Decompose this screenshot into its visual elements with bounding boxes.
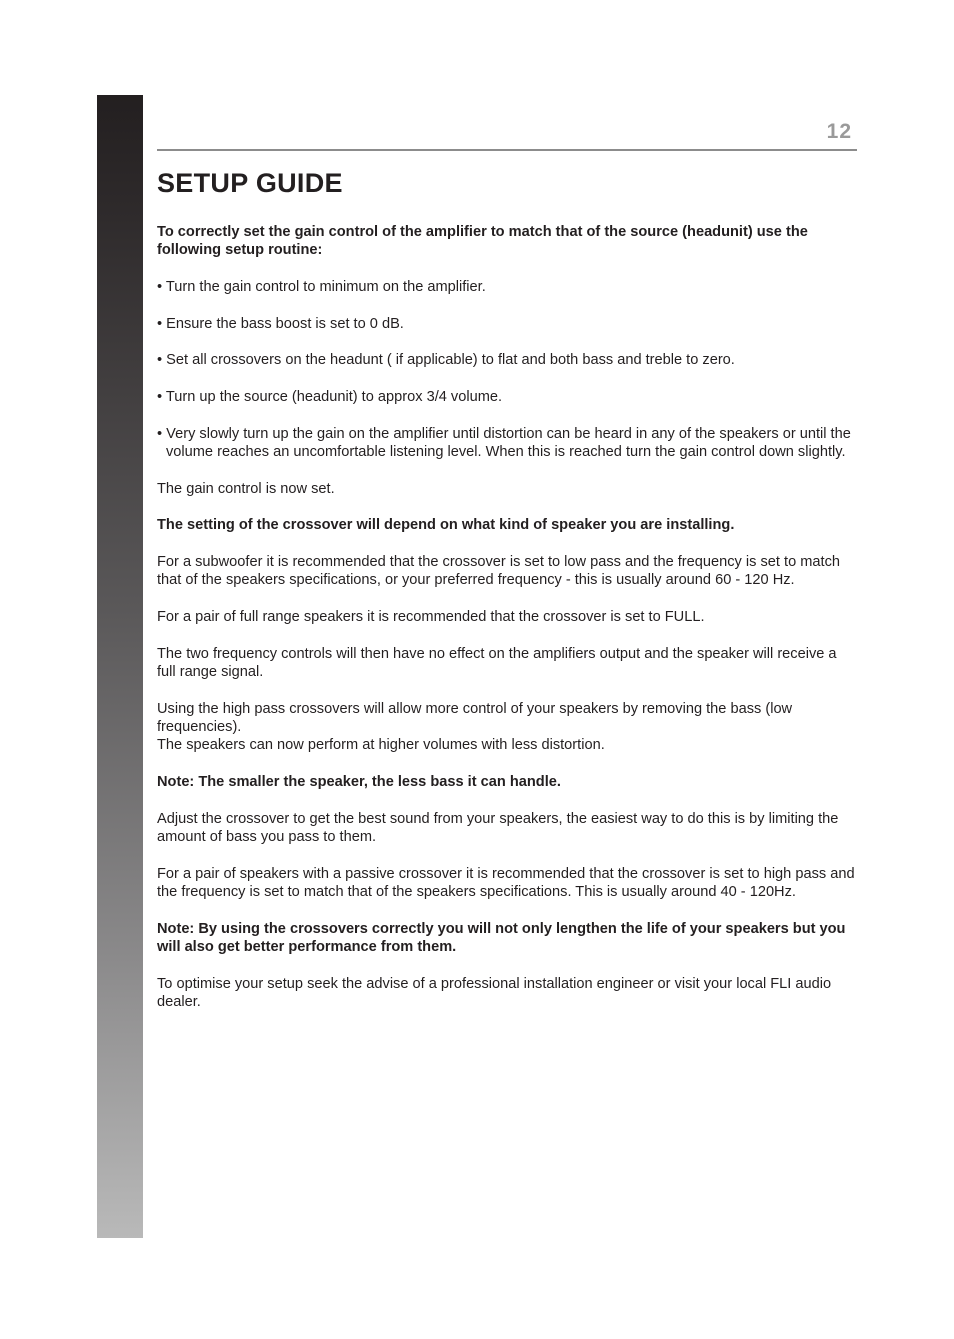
note-paragraph: Note: By using the crossovers correctly you will not only lengthen the life of your speakers but you will also get better performance from them. bbox=[157, 920, 846, 955]
adjust-paragraph: Adjust the crossover to get the best sound from your speakers, the easiest way to do this is by limiting the amount of bass you pass to them. bbox=[157, 810, 839, 846]
subwoofer-paragraph: For a subwoofer it is recommended that the crossover is set to low pass and the frequency is set to match that of the speakers specifications, or your preferred frequency - this is usually around 60 - 120 Hz. bbox=[157, 554, 840, 589]
header-rule bbox=[157, 149, 857, 151]
passive-crossover-paragraph: For a pair of speakers with a passive crossover it is recommended that the crossover is set to high pass and the frequency is set to match that of the speakers specifications. This is usually around 40 - 120Hz. bbox=[157, 865, 855, 900]
note-paragraph: Note: The smaller the speaker, the less bass it can handle. bbox=[157, 774, 561, 791]
bullet-item: • Very slowly turn up the gain on the amplifier until distortion can be heard in any of the speakers or until the volume reaches an uncomfortable listening level. When this is reached turn the gain control down slightly. bbox=[157, 425, 851, 461]
gain-set-paragraph: The gain control is now set. bbox=[157, 480, 335, 497]
crossover-heading: The setting of the crossover will depend on what kind of speaker you are installing. bbox=[157, 517, 735, 534]
bullet-item: • Turn the gain control to minimum on the amplifier. bbox=[157, 278, 486, 295]
side-bar-decoration bbox=[97, 95, 143, 1238]
high-pass-line: Using the high pass crossovers will allow more control of your speakers by removing the bass (low frequencies). bbox=[157, 700, 793, 736]
optimise-paragraph: To optimise your setup seek the advise of a professional installation engineer or visit your local FLI audio dealer. bbox=[157, 975, 832, 1010]
page-title: SETUP GUIDE bbox=[157, 168, 343, 198]
bullet-item: • Turn up the source (headunit) to approx 3/4 volume. bbox=[157, 389, 503, 406]
bullet-item: • Set all crossovers on the headunt ( if applicable) to flat and both bass and treble to zero. bbox=[157, 352, 735, 369]
page-number: 12 bbox=[826, 120, 852, 143]
bullet-item: • Ensure the bass boost is set to 0 dB. bbox=[157, 315, 404, 332]
setup-guide-content bbox=[157, 223, 857, 1030]
full-range-paragraph: For a pair of full range speakers it is recommended that the crossover is set to FULL. bbox=[157, 609, 705, 626]
intro-paragraph: To correctly set the gain control of the amplifier to match that of the source (headunit) use the following setup routine: bbox=[157, 224, 808, 259]
high-pass-line: The speakers can now perform at higher volumes with less distortion. bbox=[157, 737, 605, 754]
frequency-controls-paragraph: The two frequency controls will then have no effect on the amplifiers output and the speaker will receive a full range signal. bbox=[157, 645, 837, 681]
high-pass-paragraph bbox=[157, 700, 857, 755]
